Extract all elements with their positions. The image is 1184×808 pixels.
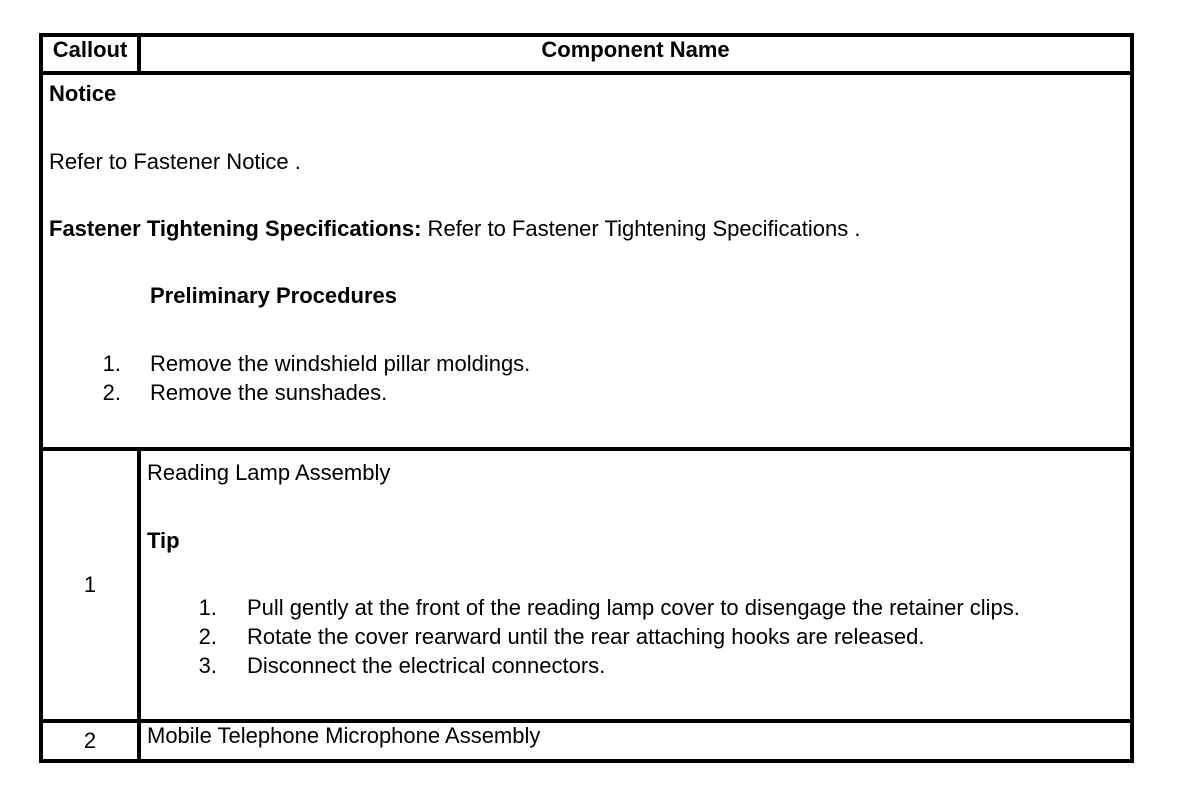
callout-number: 1	[41, 449, 139, 721]
callout-number: 2	[41, 721, 139, 761]
component-name: Mobile Telephone Microphone Assembly	[139, 721, 1132, 761]
tip-step-text: Disconnect the electrical connectors.	[247, 653, 606, 678]
component-name-header: Component Name	[139, 35, 1132, 73]
table-row	[41, 449, 1132, 721]
callout-header: Callout	[41, 35, 139, 73]
preliminary-step-text: Remove the windshield pillar moldings.	[150, 351, 531, 376]
tip-step-number: 3.	[198, 653, 217, 678]
tip-step-number: 2.	[198, 624, 217, 649]
notice-title: Notice	[49, 81, 117, 106]
table-row	[41, 721, 1132, 761]
preliminary-step-number: 1.	[102, 351, 121, 376]
table-header-row	[41, 35, 1132, 73]
component-name: Reading Lamp Assembly	[147, 460, 391, 485]
tip-title: Tip	[147, 528, 180, 553]
preliminary-step-number: 2.	[102, 380, 121, 405]
component-cell	[139, 449, 1132, 721]
preliminary-step-text: Remove the sunshades.	[150, 380, 388, 405]
component-table	[39, 33, 1134, 763]
fastener-notice-text: Refer to Fastener Notice .	[49, 149, 301, 174]
tightening-spec-label: Fastener Tightening Specifications:	[49, 216, 422, 241]
tip-step-text: Rotate the cover rearward until the rear attaching hooks are released.	[247, 624, 925, 649]
tightening-spec-line	[49, 216, 860, 242]
tip-step-number: 1.	[198, 595, 217, 620]
notice-cell	[41, 73, 1132, 449]
tip-step-text: Pull gently at the front of the reading lamp cover to disengage the retainer clips.	[247, 595, 1020, 620]
notice-row	[41, 73, 1132, 449]
tightening-spec-text: Refer to Fastener Tightening Specifications .	[421, 216, 861, 241]
preliminary-procedures-title: Preliminary Procedures	[150, 283, 398, 308]
